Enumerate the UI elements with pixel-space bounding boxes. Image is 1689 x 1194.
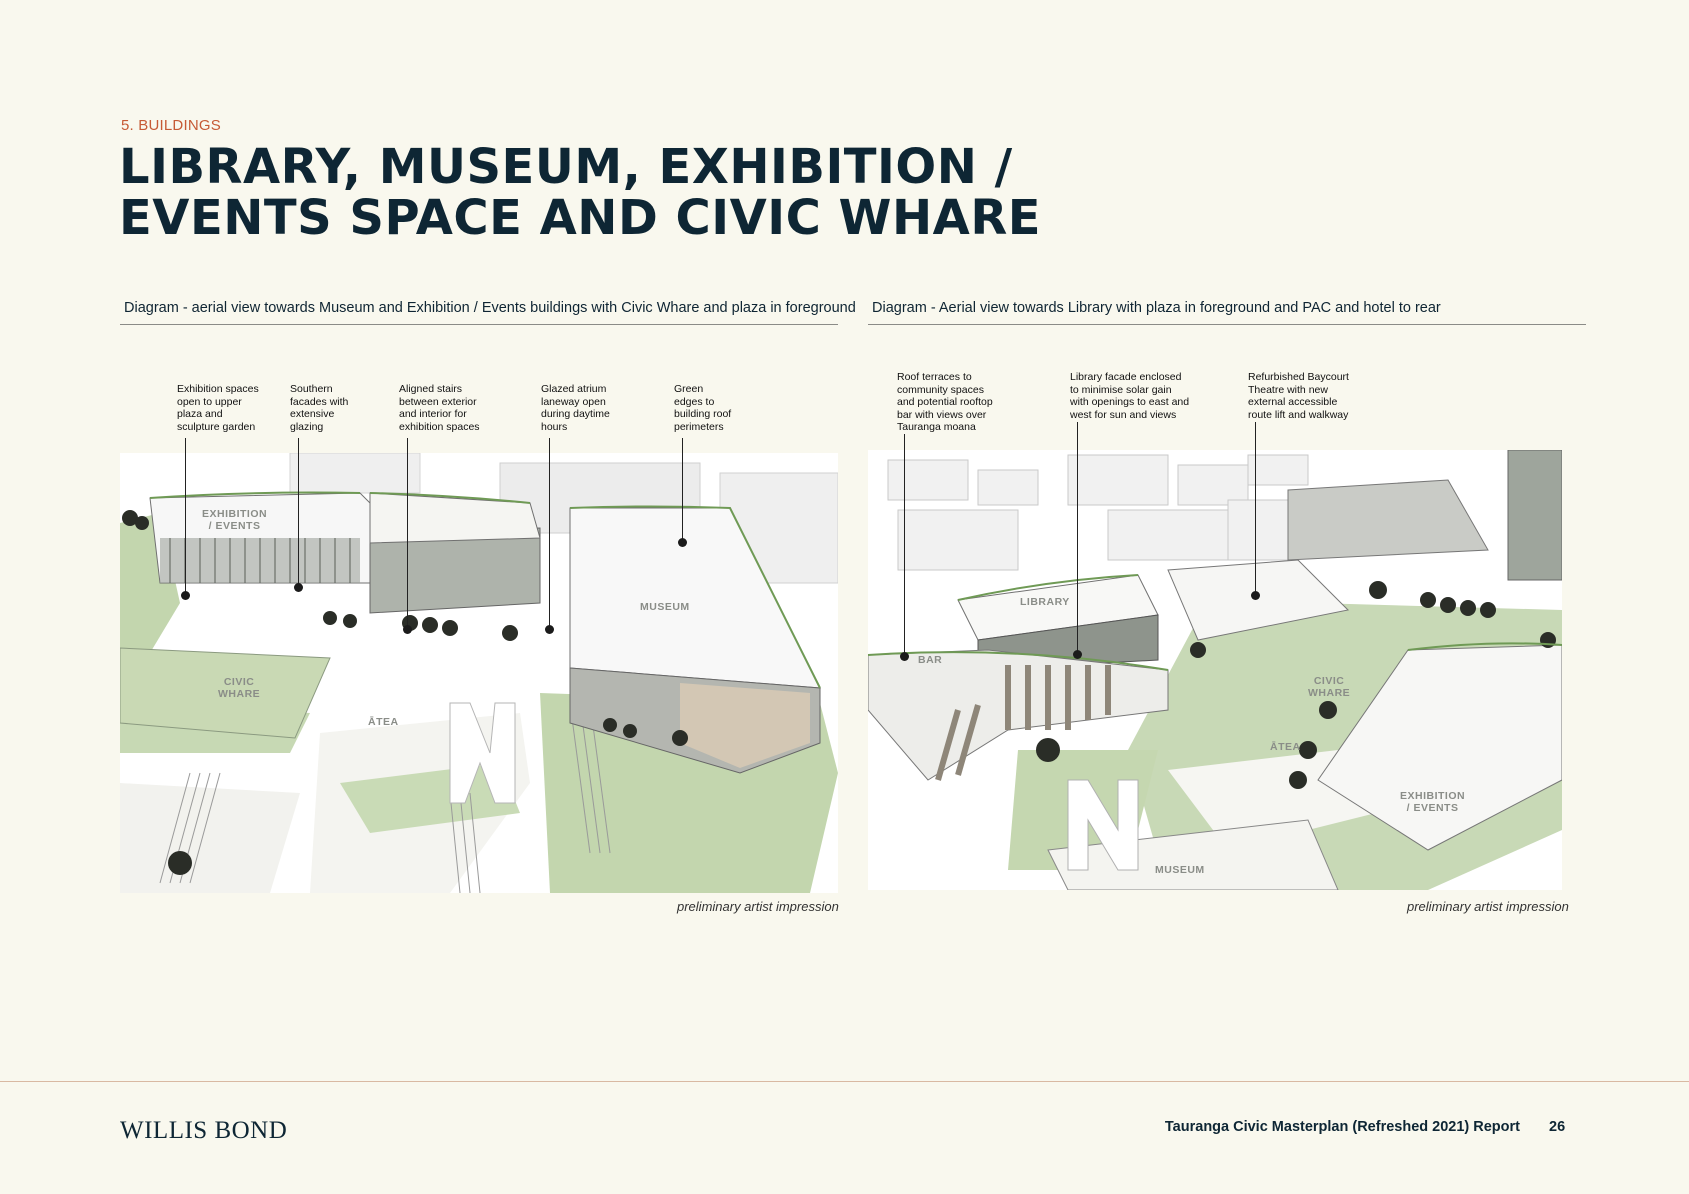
left-impression-note: preliminary artist impression (677, 899, 839, 914)
right-callout-1: Roof terraces to community spaces and potential rooftop bar with views over Tauranga moana (897, 371, 993, 433)
left-marker-4 (545, 625, 554, 634)
left-label-museum: MUSEUM (640, 601, 690, 613)
left-marker-3 (403, 625, 412, 634)
right-marker-2 (1073, 650, 1082, 659)
page-title-line-1: LIBRARY, MUSEUM, EXHIBITION / (119, 139, 1013, 195)
page-title-line-2: EVENTS SPACE AND CIVIC WHARE (119, 190, 1042, 246)
right-label-library: LIBRARY (1020, 596, 1070, 608)
right-label-bar: BAR (918, 654, 943, 666)
left-marker-5 (678, 538, 687, 547)
right-marker-3 (1251, 591, 1260, 600)
left-callout-3: Aligned stairs between exterior and interior for exhibition spaces (399, 383, 480, 433)
left-callout-4: Glazed atrium laneway open during daytime hours (541, 383, 610, 433)
right-leader-3 (1255, 422, 1256, 595)
left-leader-4 (549, 438, 550, 629)
right-marker-1 (900, 652, 909, 661)
footer-divider (0, 1081, 1689, 1082)
right-callout-2: Library facade enclosed to minimise solar gain with openings to east and west for sun and views (1070, 371, 1190, 421)
left-marker-2 (294, 583, 303, 592)
left-label-atea: ĀTEA (368, 716, 399, 728)
right-label-museum: MUSEUM (1155, 864, 1205, 876)
right-figure-caption: Diagram - Aerial view towards Library with plaza in foreground and PAC and hotel to rear (868, 300, 1586, 325)
page-title (119, 139, 1119, 246)
right-aerial-diagram (868, 450, 1562, 890)
right-label-atea: ĀTEA (1270, 741, 1301, 753)
left-label-civic-whare: CIVIC WHARE (218, 676, 261, 700)
left-leader-1 (185, 438, 186, 595)
left-figure-caption: Diagram - aerial view towards Museum and Exhibition / Events buildings with Civic Whare and plaza in foreground (120, 300, 838, 325)
right-diagram-illustration (868, 450, 1562, 890)
right-leader-1 (904, 434, 905, 656)
left-aerial-diagram (120, 453, 838, 893)
left-label-exhibition: EXHIBITION / EVENTS (202, 508, 268, 532)
willis-bond-logo: WILLIS BOND (120, 1117, 288, 1144)
left-leader-2 (298, 438, 299, 587)
left-leader-5 (682, 438, 683, 542)
right-impression-note: preliminary artist impression (1407, 899, 1569, 914)
section-label: 5. BUILDINGS (121, 117, 221, 134)
right-callout-3: Refurbished Baycourt Theatre with new external accessible route lift and walkway (1248, 371, 1349, 421)
left-callout-1: Exhibition spaces open to upper plaza and sculpture garden (177, 383, 259, 433)
report-title: Tauranga Civic Masterplan (Refreshed 2021) Report (1164, 1119, 1520, 1135)
left-leader-3 (407, 438, 408, 629)
left-marker-1 (181, 591, 190, 600)
left-callout-5: Green edges to building roof perimeters (674, 383, 732, 433)
left-callout-2: Southern facades with extensive glazing (290, 383, 349, 433)
right-leader-2 (1077, 422, 1078, 654)
right-label-exhibition: EXHIBITION / EVENTS (1400, 790, 1466, 814)
page-number: 26 (1549, 1119, 1566, 1135)
right-label-civic-whare: CIVIC WHARE (1308, 675, 1351, 699)
